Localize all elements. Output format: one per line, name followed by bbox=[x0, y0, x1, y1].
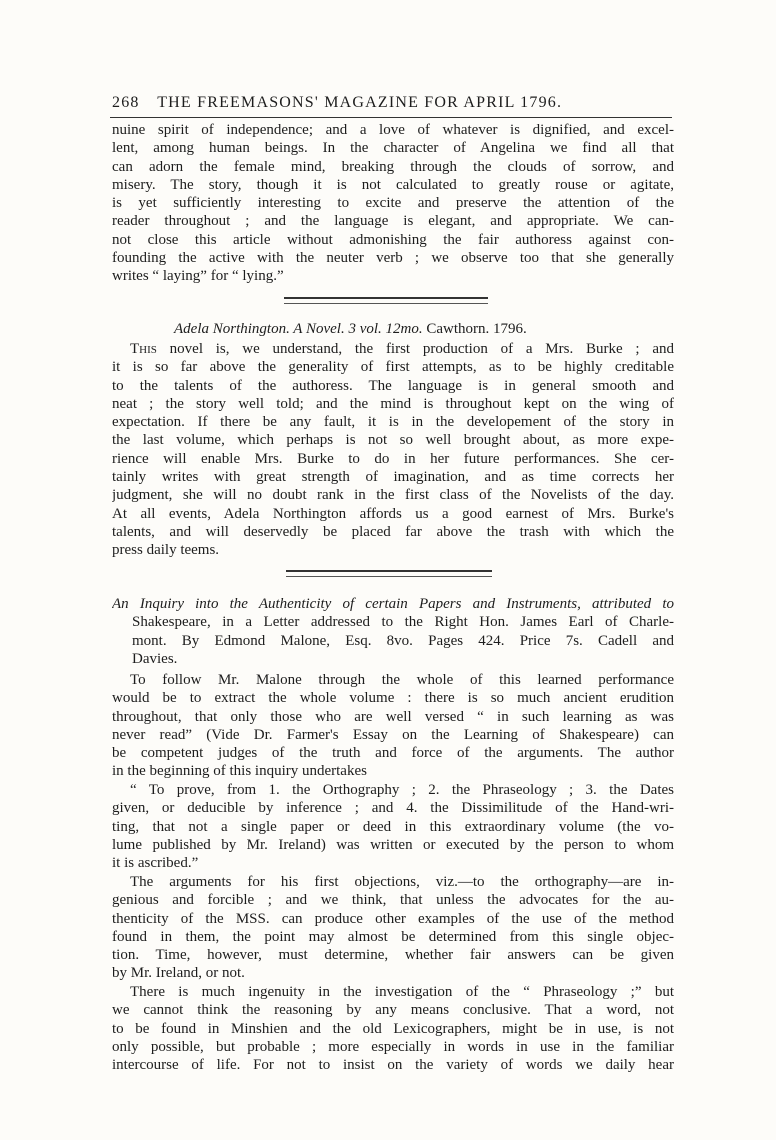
text-line: only possible, but probable ; more especially in words in use in the familiar bbox=[112, 1038, 674, 1055]
heading-line: Shakespeare, in a Letter addressed to the Right Hon. James Earl of Charle- bbox=[132, 614, 674, 631]
text-line: nuine spirit of independence; and a love of whatever is dignified, and excel- bbox=[112, 122, 674, 138]
text-line: tion. Time, however, must determine, whether fair answers can be given bbox=[112, 947, 674, 964]
text-line: lent, among human beings. In the character of Angelina we find all that bbox=[112, 140, 674, 157]
text-line: To follow Mr. Malone through the whole of this learned performance bbox=[130, 672, 674, 688]
heading-line: mont. By Edmond Malone, Esq. 8vo. Pages 424. Price 7s. Cadell and bbox=[132, 632, 674, 649]
text-line: tainly writes with great strength of imagination, and as time corrects her bbox=[112, 469, 674, 486]
text-line: intercourse of life. For not to insist on the variety of words we daily hear bbox=[112, 1057, 674, 1074]
text-line: “ To prove, from 1. the Orthography ; 2. the Phraseology ; 3. the Dates bbox=[130, 782, 674, 798]
header-rule bbox=[110, 117, 672, 118]
section-divider bbox=[286, 570, 492, 572]
text-line: given, or deducible by inference ; and 4. the Dissimilitude of the Hand-wri- bbox=[112, 800, 674, 817]
review-heading-malone bbox=[112, 595, 674, 668]
text-line: not close this article without admonishing the fair authoress against con- bbox=[112, 231, 674, 248]
review-body-adela bbox=[112, 340, 674, 560]
text-line: to be found in Minshien and the old Lexicographers, might be in use, is not bbox=[112, 1020, 674, 1037]
text-line: throughout, that only those who are well versed “ in such learning as was bbox=[112, 708, 674, 725]
review-para-2 bbox=[112, 873, 674, 983]
text-line: would be to extract the whole volume : there is so much ancient erudition bbox=[112, 690, 674, 707]
review-para-3 bbox=[112, 983, 674, 1074]
text-line: by Mr. Ireland, or not. bbox=[112, 965, 245, 982]
text-line: lume published by Mr. Ireland) was written or executed by the person to whom bbox=[112, 836, 674, 853]
section-divider bbox=[284, 297, 488, 299]
text-line: found in them, the point may almost be determined from this single objec- bbox=[112, 928, 674, 945]
running-header bbox=[112, 94, 672, 112]
review-heading-adela bbox=[174, 320, 674, 338]
text-line: in the beginning of this inquiry undertakes bbox=[112, 763, 367, 780]
text-line: to the talents of the authoress. The language is in general smooth and bbox=[112, 377, 674, 394]
publisher-year: Cawthorn. 1796. bbox=[422, 321, 527, 337]
text-line: judgment, she will no doubt rank in the first class of the Novelists of the day. bbox=[112, 487, 674, 504]
text-line: talents, and will deservedly be placed far above the trash with which the bbox=[112, 523, 674, 540]
text-line: press daily teems. bbox=[112, 542, 220, 559]
text-line: is yet sufficiently interesting to excite and preserve the attention of the bbox=[112, 195, 674, 212]
section-divider-thin bbox=[284, 303, 488, 304]
page-number: 268 bbox=[112, 94, 140, 111]
text-line: There is much ingenuity in the investigation of the “ Phraseology ;” but bbox=[130, 984, 674, 1000]
text-line: we cannot think the reasoning by any means conclusive. That a word, not bbox=[112, 1002, 674, 1019]
text-line: reader throughout ; and the language is elegant, and appropriate. We can- bbox=[112, 213, 674, 230]
text-line: thenticity of the MSS. can produce other examples of the use of the method bbox=[112, 910, 674, 927]
text-line: The arguments for his first objections, viz.—to the orthography—are in- bbox=[130, 874, 674, 890]
drop-word: This bbox=[130, 341, 157, 357]
text-line: rience will enable Mrs. Burke to do in her future performances. She cer- bbox=[112, 450, 674, 467]
book-title: Adela Northington. A Novel. 3 vol. 12mo. bbox=[174, 321, 423, 337]
text-line: can adorn the female mind, breaking through the clouds of sorrow, and bbox=[112, 158, 674, 175]
heading-line: An Inquiry into the Authenticity of certain Papers and Instruments, attributed to bbox=[112, 596, 674, 612]
text-line: neat ; the story well told; and the mind is throughout kept on the wing of bbox=[112, 395, 674, 412]
text-line: the last volume, which perhaps is not so well brought about, as more expe- bbox=[112, 432, 674, 449]
text-line: it is so far above the generality of first attempts, as to be highly creditable bbox=[112, 359, 674, 376]
text-line: never read” (Vide Dr. Farmer's Essay on the Learning of Shakespeare) can bbox=[112, 726, 674, 743]
text-line: founding the active with the neuter verb ; we observe too that she generally bbox=[112, 250, 674, 267]
review-continuation bbox=[112, 121, 674, 286]
text-line: be competent judges of the truth and force of the arguments. The author bbox=[112, 745, 674, 762]
section-divider-thin bbox=[286, 576, 492, 577]
text-line: At all events, Adela Northington affords us a good earnest of Mrs. Burke's bbox=[112, 505, 674, 522]
text-line: This novel is, we understand, the first production of a Mrs. Burke ; and bbox=[130, 341, 674, 357]
quoted-passage bbox=[112, 781, 674, 872]
text-line: it is ascribed.” bbox=[112, 855, 199, 872]
text-line: genious and forcible ; and we think, that unless the advocates for the au- bbox=[112, 892, 674, 909]
running-title: THE FREEMASONS' MAGAZINE FOR APRIL 1796. bbox=[157, 94, 563, 111]
text-line: writes “ laying” for “ lying.” bbox=[112, 268, 284, 285]
text-line: expectation. If there be any fault, it is in the developement of the story in bbox=[112, 414, 674, 431]
text-line: misery. The story, though it is not calculated to greatly rouse or agitate, bbox=[112, 176, 674, 193]
text-line: ting, that not a single paper or deed in this extraordinary volume (the vo- bbox=[112, 818, 674, 835]
heading-line: Davies. bbox=[132, 650, 178, 667]
review-para-1 bbox=[112, 671, 674, 781]
